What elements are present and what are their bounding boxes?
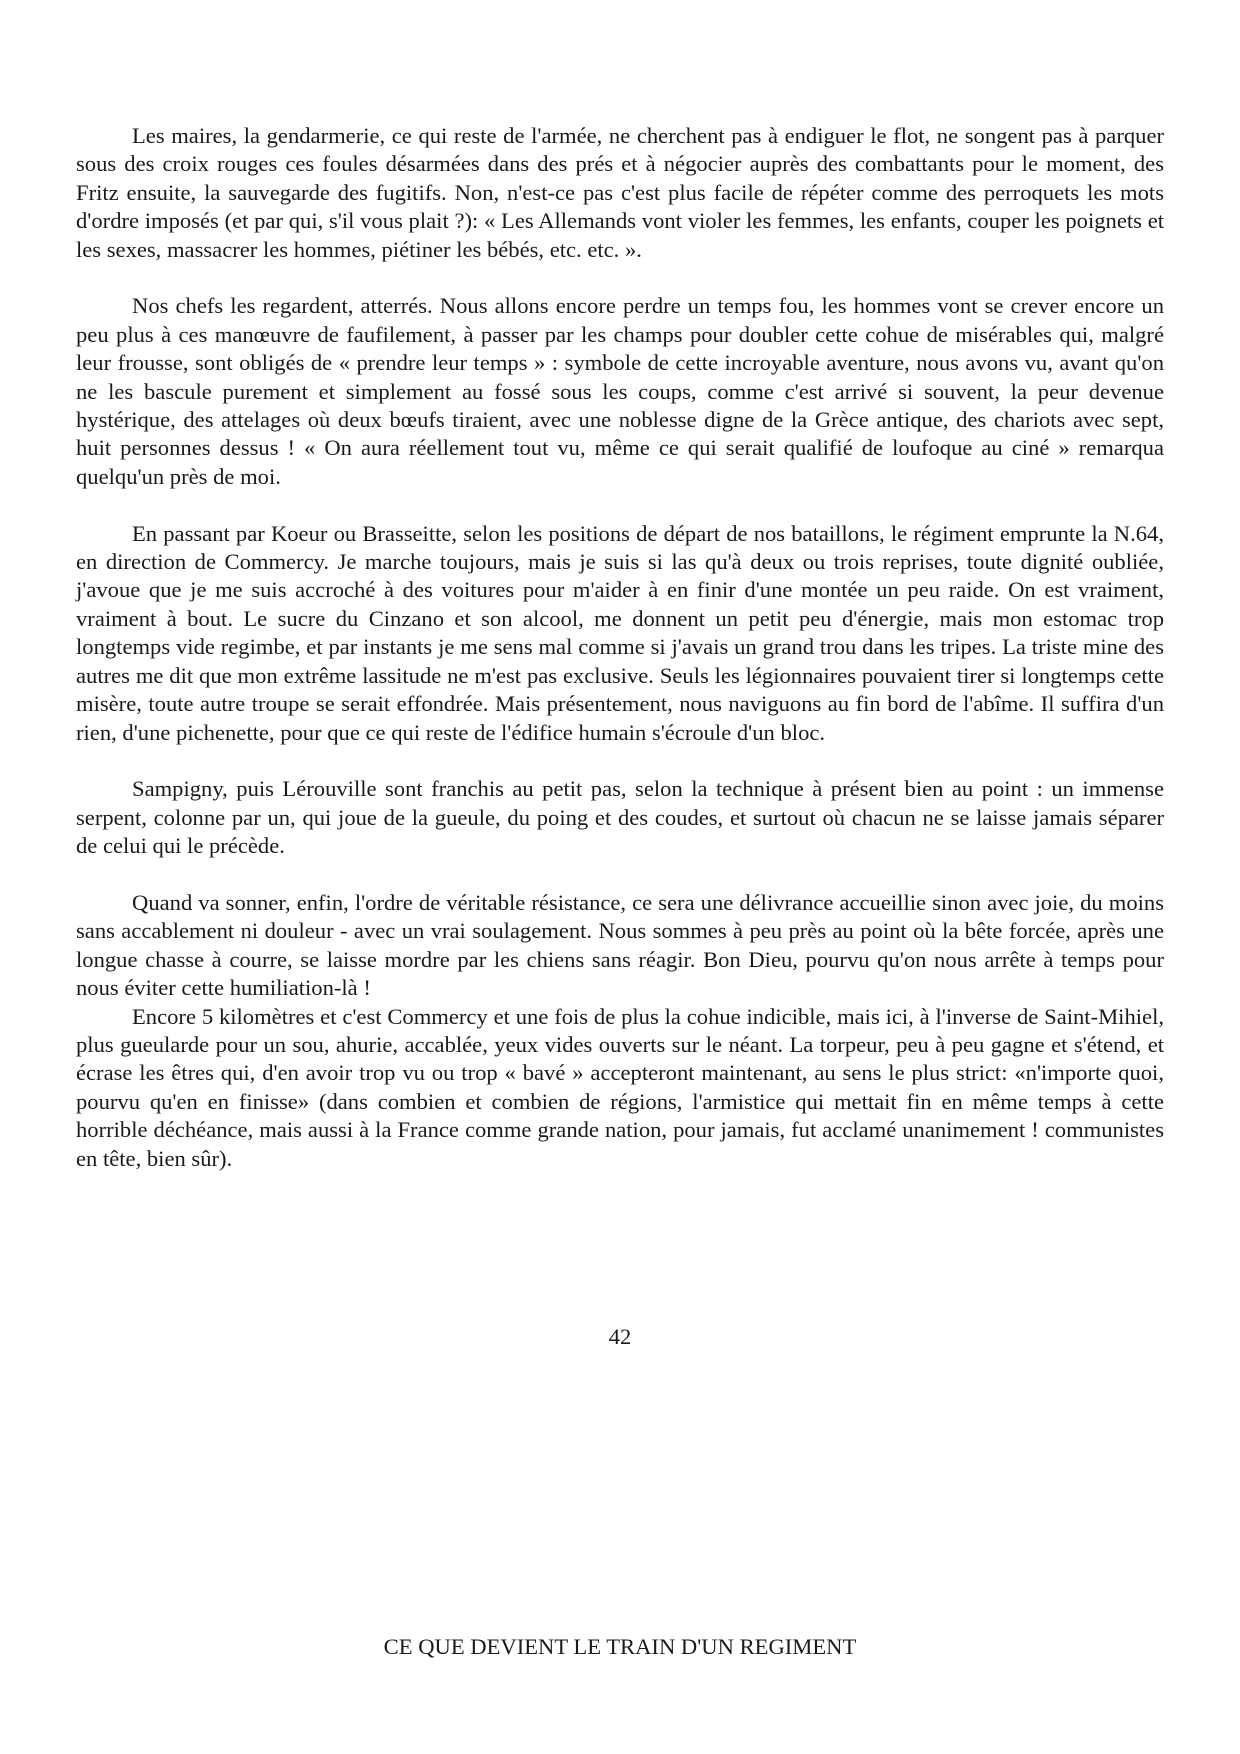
- paragraph-2: Nos chefs les regardent, atterrés. Nous allons encore perdre un temps fou, les hommes vont se crever encore un peu plus à ces manœuvre de faufilement, à passer par les champs pour doubler cette cohue de misérables qui, malgré leur frousse, sont obligés de « prendre leur temps » : symbole de cette incroyable aventure, nous avons vu, avant qu'on ne les bascule purement et simplement au fossé sous les coups, comme c'est arrivé si souvent, la peur devenue hystérique, des attelages où deux bœufs tiraient, avec une noblesse digne de la Grèce antique, des chariots avec sept, huit personnes dessus ! « On aura réellement tout vu, même ce qui serait qualifié de loufoque au ciné » remarqua quelqu'un près de moi.: [76, 293, 1164, 489]
- paragraph-4: Sampigny, puis Lérouville sont franchis au petit pas, selon la technique à présent bien au point : un immense serpent, colonne par un, qui joue de la gueule, du poing et des coudes, et surtout où chacun ne se laisse jamais séparer de celui qui le précède.: [76, 776, 1164, 859]
- paragraph-1: Les maires, la gendarmerie, ce qui reste de l'armée, ne cherchent pas à endiguer le flot, ne songent pas à parquer sous des croix rouges ces foules désarmées dans des prés et à négocier auprès des combattants pour le moment, des Fritz ensuite, la sauvegarde des fugitifs. Non, n'est-ce pas c'est plus facile de répéter comme des perroquets les mots d'ordre imposés (et par qui, s'il vous plait ?): « Les Allemands vont violer les femmes, les enfants, couper les poignets et les sexes, massacrer les hommes, piétiner les bébés, etc. etc. ».: [76, 123, 1164, 262]
- body-text: [76, 122, 1164, 1173]
- paragraph-6: Encore 5 kilomètres et c'est Commercy et une fois de plus la cohue indicible, mais ici, à l'inverse de Saint-Mihiel, plus gueularde pour un sou, ahurie, accablée, yeux vides ouverts sur le néant. La torpeur, peu à peu gagne et s'étend, et écrase les êtres qui, d'en avoir trop vu ou trop « bavé » accepteront maintenant, au sens le plus strict: «n'importe quoi, pourvu qu'en en finisse» (dans combien et combien de régions, l'armistice qui mettait fin en même temps à cette horrible déchéance, mais aussi à la France comme grande nation, pour jamais, fut acclamé unanimement ! communistes en tête, bien sûr).: [76, 1003, 1164, 1171]
- paragraph-5: Quand va sonner, enfin, l'ordre de véritable résistance, ce sera une délivrance accueillie sinon avec joie, du moins sans accablement ni douleur - avec un vrai soulagement. Nous sommes à peu près au point où la bête forcée, après une longue chasse à courre, se laisse mordre par les chiens sans réagir. Bon Dieu, pourvu qu'on nous arrête à temps pour nous éviter cette humiliation-là !: [76, 889, 1164, 1001]
- paragraph-3: En passant par Koeur ou Brasseitte, selon les positions de départ de nos bataillons, le régiment emprunte la N.64, en direction de Commercy. Je marche toujours, mais je suis si las qu'à deux ou trois reprises, toute dignité oubliée, j'avoue que je me suis accroché à des voitures pour m'aider à en finir d'une montée un peu raide. On est vraiment, vraiment à bout. Le sucre du Cinzano et son alcool, me donnent un petit peu d'énergie, mais mon estomac trop longtemps vide regimbe, et par instants je me sens mal comme si j'avais un grand trou dans les tripes. La triste mine des autres me dit que mon extrême lassitude ne m'est pas exclusive. Seuls les légionnaires pouvaient tirer si longtemps cette misère, toute autre troupe se serait effondrée. Mais présentement, nous naviguons au fin bord de l'abîme. Il suffira d'un rien, d'une pichenette, pour que ce qui reste de l'édifice humain s'écroule d'un bloc.: [76, 520, 1164, 745]
- chapter-title-footer: CE QUE DEVIENT LE TRAIN D'UN REGIMENT: [383, 1634, 857, 1659]
- page-number: 42: [608, 1324, 632, 1349]
